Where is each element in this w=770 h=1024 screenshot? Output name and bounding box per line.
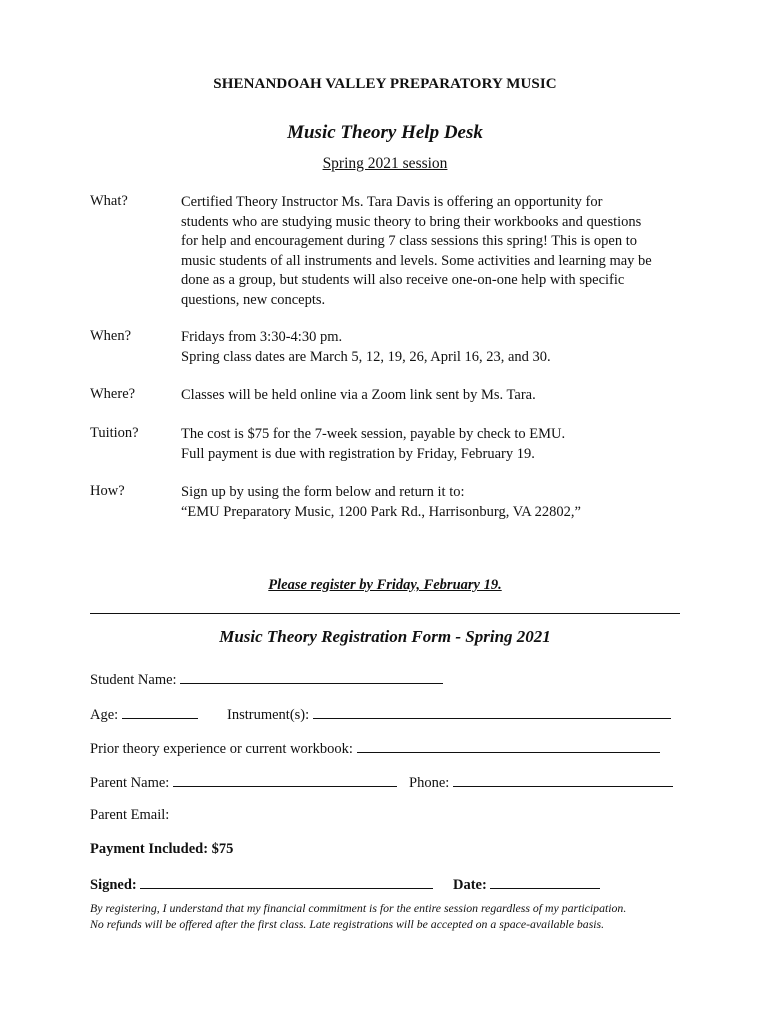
prior-experience-row [90, 739, 660, 758]
signed-label: Signed: [90, 877, 137, 893]
phone-field[interactable] [453, 773, 673, 787]
student-name-row [90, 670, 443, 689]
how-answer [181, 483, 581, 522]
parent-email-row [90, 807, 169, 824]
page-title: Music Theory Help Desk [287, 122, 483, 143]
parent-email-label: Parent Email: [90, 807, 170, 823]
tuition-line: Full payment is due with registration by Friday, February 19. [181, 445, 535, 462]
tuition-answer [181, 425, 565, 464]
section-divider [90, 613, 680, 614]
signature-row [90, 875, 433, 894]
date-row [453, 875, 600, 894]
instrument-field[interactable] [313, 705, 671, 719]
parent-name-label: Parent Name: [90, 775, 170, 791]
what-answer [181, 193, 652, 310]
tuition-line: The cost is $75 for the 7-week session, payable by check to EMU. [181, 426, 566, 442]
parent-name-field[interactable] [173, 773, 397, 787]
how-line: Sign up by using the form below and return it to: [181, 484, 465, 500]
what-line: students who are studying music theory to bring their workbooks and questions [181, 213, 642, 230]
date-field[interactable] [490, 875, 600, 889]
instrument-label: Instrument(s): [227, 707, 310, 723]
prior-experience-field[interactable] [357, 739, 660, 753]
disclaimer-line: No refunds will be offered after the first class. Late registrations will be accepted on a space-available basis. [90, 917, 605, 931]
what-line: for help and encouragement during 7 class sessions this spring! This is open to [181, 233, 638, 249]
when-answer [181, 328, 551, 367]
date-label: Date: [453, 877, 487, 893]
when-line: Spring class dates are March 5, 12, 19, 26, April 16, 23, and 30. [181, 348, 551, 365]
prior-experience-label: Prior theory experience or current workbook: [90, 741, 353, 757]
where-line: Classes will be held online via a Zoom link sent by Ms. Tara. [181, 387, 536, 403]
instrument-row [227, 705, 671, 724]
disclaimer [90, 900, 626, 932]
tuition-label: Tuition? [90, 425, 139, 441]
age-field[interactable] [122, 705, 198, 719]
what-line: done as a group, but students will also receive one-on-one help with specific [181, 272, 625, 288]
when-label: When? [90, 328, 132, 344]
how-label: How? [90, 483, 125, 499]
parent-name-row [90, 773, 397, 792]
form-title: Music Theory Registration Form - Spring 2021 [219, 627, 551, 646]
phone-row [409, 773, 673, 792]
age-row [90, 705, 198, 724]
organization-heading: SHENANDOAH VALLEY PREPARATORY MUSIC [213, 76, 557, 92]
where-answer [181, 386, 536, 406]
payment-amount: $75 [211, 841, 234, 857]
what-label: What? [90, 193, 128, 209]
phone-label: Phone: [409, 775, 450, 791]
where-label: Where? [90, 386, 136, 402]
student-name-field[interactable] [180, 670, 443, 684]
what-line: Certified Theory Instructor Ms. Tara Davis is offering an opportunity for [181, 194, 603, 210]
student-name-label: Student Name: [90, 672, 177, 688]
how-line: “EMU Preparatory Music, 1200 Park Rd., Harrisonburg, VA 22802,” [181, 503, 581, 520]
what-line: questions, new concepts. [181, 291, 326, 308]
when-line: Fridays from 3:30-4:30 pm. [181, 329, 343, 345]
payment-row [90, 841, 233, 858]
signature-field[interactable] [140, 875, 433, 889]
payment-label: Payment Included: [90, 841, 209, 857]
what-line: music students of all instruments and levels. Some activities and learning may be [181, 252, 652, 269]
age-label: Age: [90, 707, 119, 723]
registration-deadline-notice: Please register by Friday, February 19. [268, 577, 502, 593]
disclaimer-line: By registering, I understand that my financial commitment is for the entire session regardless of my participation. [90, 901, 627, 915]
session-subtitle: Spring 2021 session [322, 155, 448, 172]
